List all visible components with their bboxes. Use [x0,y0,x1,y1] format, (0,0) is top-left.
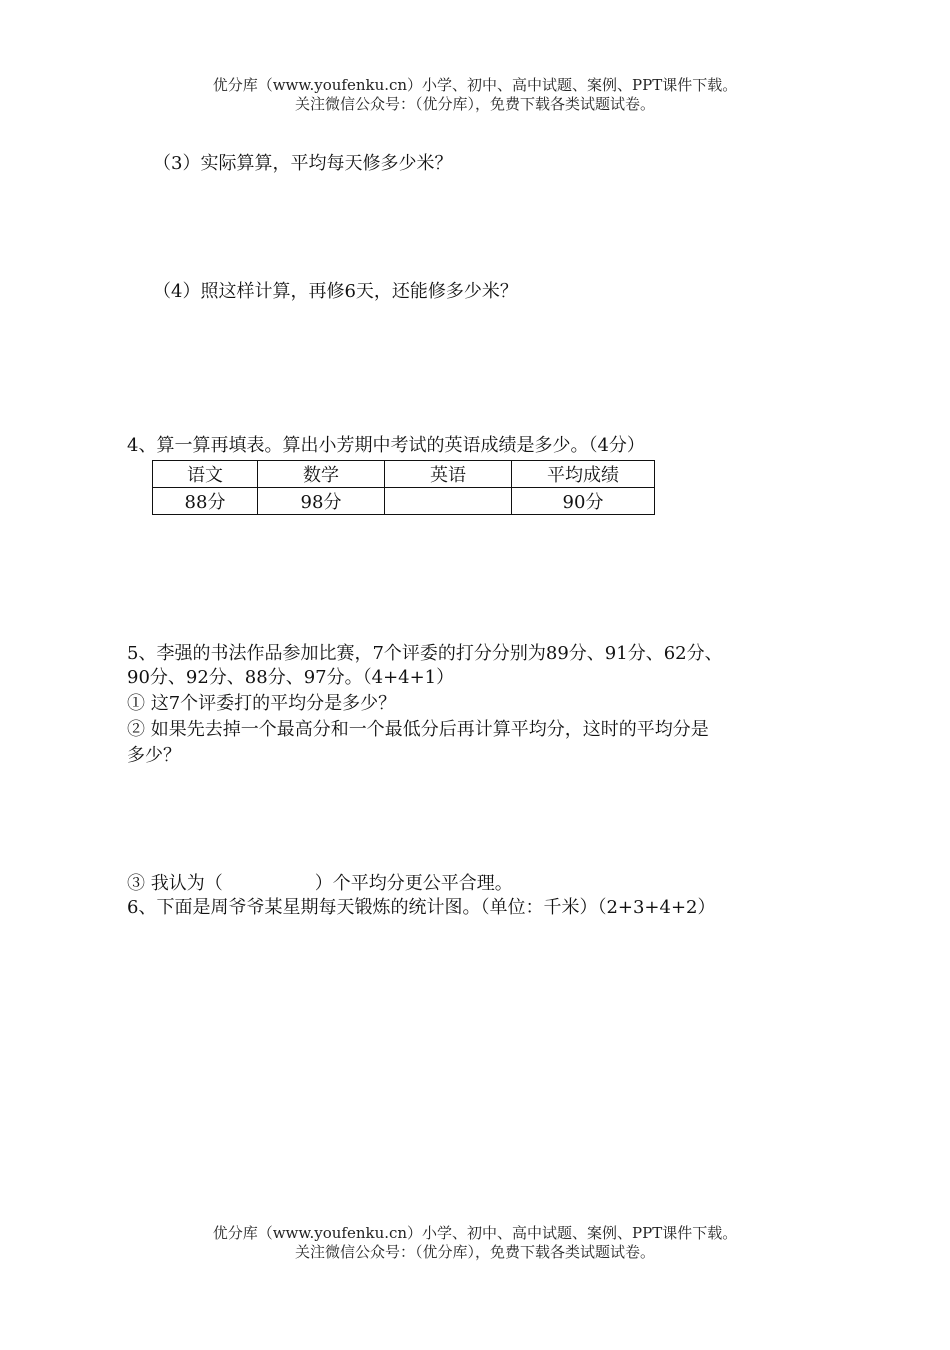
question-5-sub-1: ① 这7个评委打的平均分是多少？ [127,693,397,714]
footer-line-1: 优分库（www.youfenku.cn）小学、初中、高中试题、案例、PPT课件下载。 [212,1224,738,1242]
question-5-line-2: 90分、92分、88分、97分。（4+4+1） [127,667,455,688]
score-table-header-row [153,461,655,488]
sub-3-suffix: ）个平均分更公平合理。 [314,873,513,894]
page-footer [0,1224,950,1262]
question-3-part-4: （4）照这样计算，再修6天，还能修多少米？ [153,281,518,302]
question-5-sub-2-line-2: 多少？ [127,745,181,766]
score-average: 90分 [512,488,655,515]
header-math: 数学 [258,461,385,488]
header-english: 英语 [385,461,512,488]
question-5-sub-3 [127,872,513,896]
header-line-1: 优分库（www.youfenku.cn）小学、初中、高中试题、案例、PPT课件下载。 [212,76,738,94]
sub-3-prefix: ③ 我认为（ [127,873,223,894]
header-average: 平均成绩 [512,461,655,488]
score-table-value-row [153,488,655,515]
question-5-line-1: 5、李强的书法作品参加比赛，7个评委的打分分别为89分、91分、62分、 [127,643,723,664]
question-3-part-3: （3）实际算算，平均每天修多少米？ [153,153,453,174]
footer-line-2: 关注微信公众号：（优分库），免费下载各类试题试卷。 [294,1243,655,1261]
question-4-title: 4、算一算再填表。算出小芳期中考试的英语成绩是多少。（4分） [127,435,645,456]
header-chinese: 语文 [153,461,258,488]
score-table [152,460,655,515]
question-6-title: 6、下面是周爷爷某星期每天锻炼的统计图。（单位：千米）（2+3+4+2） [127,897,716,918]
header-line-2: 关注微信公众号：（优分库），免费下载各类试题试卷。 [294,95,655,113]
question-5-sub-2-line-1: ② 如果先去掉一个最高分和一个最低分后再计算平均分，这时的平均分是 [127,719,709,740]
score-math: 98分 [258,488,385,515]
page-header [0,76,950,114]
score-chinese: 88分 [153,488,258,515]
score-english-blank[interactable] [385,488,512,515]
